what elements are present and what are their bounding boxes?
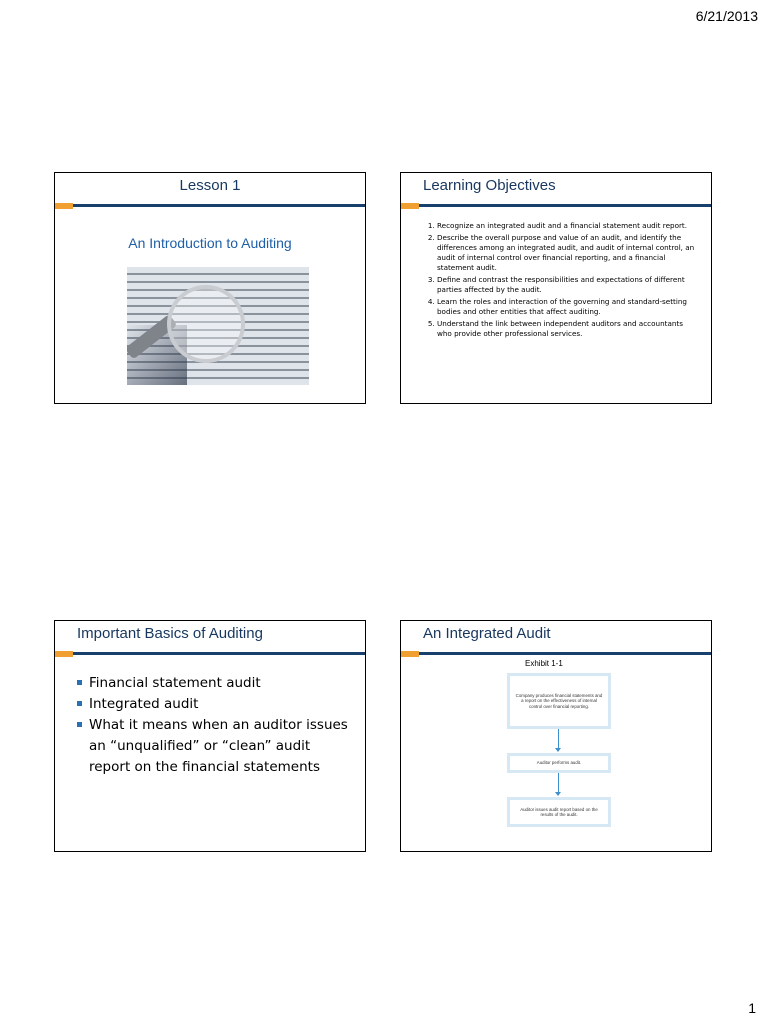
list-item: Financial statement audit [77,673,353,694]
title-divider [55,651,365,657]
slide-important-basics [54,620,366,852]
title-divider [55,203,365,209]
list-item: What it means when an auditor issues an “unqualified” or “clean” audit report on the financial statements [77,715,353,778]
list-item: 1. Recognize an integrated audit and a financial statement audit report. [437,221,695,231]
list-item: 5. Understand the link between independent auditors and accountants who provide other professional services. [437,319,695,339]
slide-title: An Integrated Audit [423,625,551,642]
list-item: 4. Learn the roles and interaction of the governing and standard-setting bodies and other entities that affect auditing. [437,297,695,317]
list-item: 3. Define and contrast the responsibilities and expectations of different parties affected by the audit. [437,275,695,295]
arrow-down-icon [558,773,559,793]
slide-title: Learning Objectives [423,177,556,194]
list-item: 2. Describe the overall purpose and value of an audit, and identify the differences among an integrated audit, and audit of internal control, an audit of internal control over financial reporting, and a financial statement audit. [437,233,695,273]
slide-learning-objectives [400,172,712,404]
title-divider [401,651,711,657]
slide-lesson-1 [54,172,366,404]
slide-integrated-audit [400,620,712,852]
slide-title: Important Basics of Auditing [77,625,263,642]
magnifying-glass-dictionary-image [127,267,309,385]
flow-step-text: Company produces financial statements and a report on the effectiveness of internal control over financial reporting. [510,676,608,726]
flow-step-text: Auditor issues audit report based on the results of the audit. [510,800,608,824]
title-divider [401,203,711,209]
bullet-list [77,673,353,778]
slide-subtitle: An Introduction to Auditing [128,235,292,251]
flow-step [507,753,611,773]
header-date: 6/21/2013 [695,8,758,24]
flow-step [507,673,611,729]
flow-step [507,797,611,827]
slide-title: Lesson 1 [179,177,241,194]
page-number: 1 [748,1000,756,1016]
list-item: Integrated audit [77,694,353,715]
exhibit-flowchart [503,671,615,831]
flow-step-text: Auditor performs audit. [510,756,608,770]
exhibit-label: Exhibit 1-1 [525,659,563,668]
objectives-list [423,221,695,341]
arrow-down-icon [558,729,559,749]
